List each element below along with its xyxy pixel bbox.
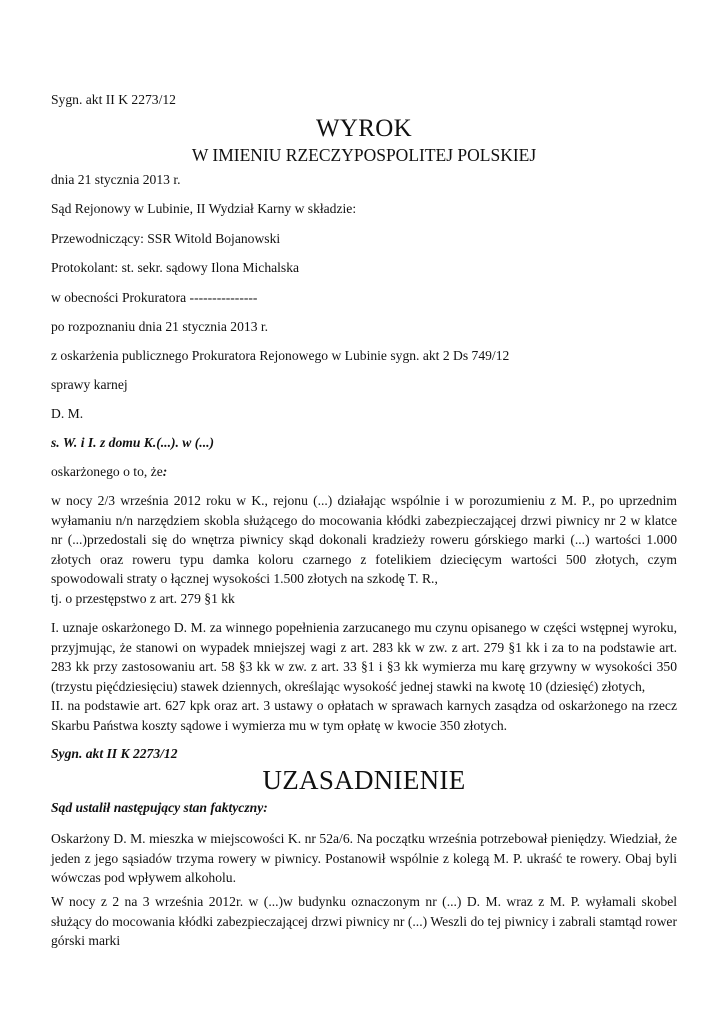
defendant-initials: D. M. [51,406,84,421]
case-signature-top: Sygn. akt II K 2273/12 [51,92,176,107]
justification-title: UZASADNIENIE [262,765,466,795]
verdict-title: WYROK [316,115,412,142]
accused-intro-text: oskarżonego o to, że [51,464,163,479]
verdict-date: dnia 21 stycznia 2013 r. [51,172,181,187]
verdict-point-2: II. na podstawie art. 627 kpk oraz art. 3 ustawy o opłatach w sprawach karnych zasądza od oskarżonego na rzecz Skarbu Państwa koszty sądowe i wymierza mu w tym opłatę w kwocie 350 złotych. [51,698,677,733]
accused-intro-colon: : [162,464,168,479]
facts-paragraph-2: W nocy z 2 na 3 września 2012r. w (...)w budynku oznaczonym nr (...) D. M. wraz z M. P. wyłamali skobel służący do mocowania kłódki zabezpieczającej drzwi piwnicy nr (...) Weszli do tej piwnicy i zabrali stamtąd rower górski marki [51,894,677,948]
presiding-judge: Przewodniczący: SSR Witold Bojanowski [51,231,281,246]
verdict-subtitle: W IMIENIU RZECZYPOSPOLITEJ POLSKIEJ [191,145,537,165]
defendant-details: s. W. i I. z domu K.(...). w (...) [51,435,215,450]
court-clerk: Protokolant: st. sekr. sądowy Ilona Michalska [51,260,300,275]
hearing-date: po rozpoznaniu dnia 21 stycznia 2013 r. [51,319,269,334]
facts-heading: Sąd ustalił następujący stan faktyczny: [51,800,268,815]
case-signature-bottom: Sygn. akt II K 2273/12 [51,746,178,761]
verdict-point-1: I. uznaje oskarżonego D. M. za winnego popełnienia zarzucanego mu czynu opisanego w części wstępnej wyroku, przyjmując, że stanowi on wypadek mniejszej wagi z art. 283 kk w zw. z art. 279 §1 kk i za to na podstawie art. 283 kk przy zastosowaniu art. 58 §3 kk w zw. z art. 33 §1 i §3 kk wymierza mu karę grzywny w wysokości 350 (trzystu pięćdziesięciu) stawek dziennych, określając wysokość jednej stawki na kwotę 10 (dziesięć) złotych, [51,620,677,694]
court-composition: Sąd Rejonowy w Lubinie, II Wydział Karny w składzie: [51,201,357,216]
prosecutor-presence: w obecności Prokuratora --------------- [51,290,258,305]
case-type: sprawy karnej [51,377,128,392]
facts-paragraph-1: Oskarżony D. M. mieszka w miejscowości K. nr 52a/6. Na początku września potrzebował pieniędzy. Wiedział, że jeden z jego sąsiadów trzyma rowery w piwnicy. Postanowił wspólnie z kolegą M. P. ukraść te rowery. Obaj byli wówczas pod wpływem alkoholu. [51,831,677,885]
accused-intro [51,462,677,482]
indictment-info: z oskarżenia publicznego Prokuratora Rejonowego w Lubinie sygn. akt 2 Ds 749/12 [51,348,510,363]
offence-qualification: tj. o przestępstwo z art. 279 §1 kk [51,591,235,606]
charge-description: w nocy 2/3 września 2012 roku w K., rejonu (...) działając wspólnie i w porozumieniu z M. P., po uprzednim wyłamaniu n/n narzędziem skobla służącego do mocowania kłódki zabezpieczającej drzwi piwnicy nr 2 w klatce nr (...)przedostali się do wnętrza piwnicy skąd dokonali kradzieży roweru górskiego marki (...) wartości 1.000 złotych oraz roweru typu damka koloru czarnego z fotelikiem dziecięcym wartości 500 złotych, czym spowodowali straty o łącznej wysokości 1.500 złotych na szkodę T. R., [51,493,677,586]
